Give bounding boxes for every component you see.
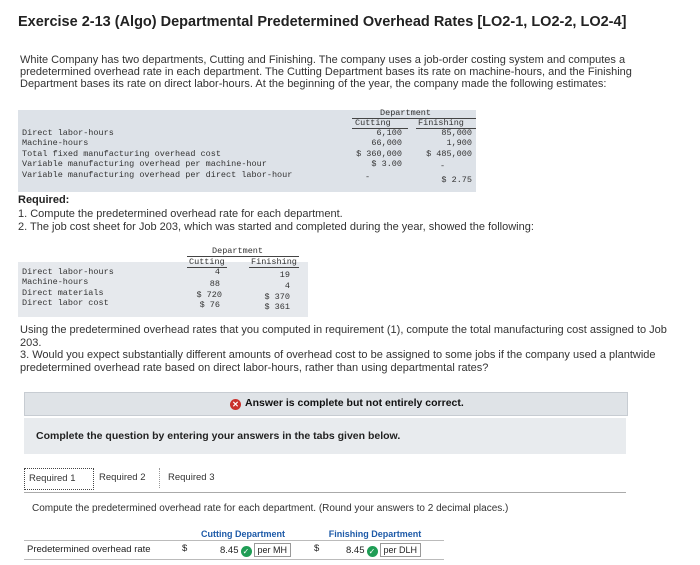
- t1-row-label: Variable manufacturing overhead per direct labor-hour: [22, 170, 293, 180]
- paragraph-question-3: 3. Would you expect substantially different amounts of overhead cost to be assigned to some jobs if the company used a plantwide predetermined overhead rate based on direct labor-hours, rather than using departmental rates?: [20, 349, 656, 374]
- cutting-unit: per MH: [254, 543, 292, 557]
- banner-text: Answer is complete but not entirely correct.: [245, 397, 464, 409]
- t1-cell: $ 2.75: [441, 175, 472, 185]
- t2-col-cutting: Cutting: [189, 257, 225, 267]
- t2-cell: 88: [209, 279, 220, 289]
- t1-row-label: Total fixed manufacturing overhead cost: [22, 149, 221, 159]
- incorrect-x-icon: ✕: [230, 399, 241, 410]
- required-item-2: 2. The job cost sheet for Job 203, which was started and completed during the year, showed the following:: [18, 221, 534, 233]
- t1-row-label: Machine-hours: [22, 138, 89, 148]
- instruction-text: Complete the question by entering your answers in the tabs given below.: [36, 430, 401, 442]
- finishing-unit: per DLH: [380, 543, 422, 557]
- compute-instruction: Compute the predetermined overhead rate for each department. (Round your answers to 2 decimal places.): [32, 503, 509, 514]
- finishing-rate-input[interactable]: [346, 543, 421, 557]
- answer-status-banner: [24, 392, 628, 416]
- t1-row-label: Direct labor-hours: [22, 128, 114, 138]
- t1-cell: $ 3.00: [371, 159, 402, 169]
- cutting-rate-input[interactable]: [220, 543, 291, 557]
- t2-cell: 4: [284, 281, 290, 291]
- t1-col-finishing: Finishing: [418, 118, 464, 128]
- t1-cell: 1,900: [446, 138, 472, 148]
- currency-symbol: $: [182, 543, 188, 554]
- required-item-1: 1. Compute the predetermined overhead rate for each department.: [18, 208, 343, 220]
- t2-row-label: Machine-hours: [22, 277, 89, 287]
- t2-cell: 4: [214, 267, 220, 277]
- answer-row-label: Predetermined overhead rate: [27, 544, 151, 555]
- t1-row-label: Variable manufacturing overhead per machine-hour: [22, 159, 267, 169]
- cutting-rate-value: 8.45: [220, 545, 239, 556]
- page-title: Exercise 2-13 (Algo) Departmental Predetermined Overhead Rates [LO2-1, LO2-2, LO2-4]: [18, 14, 627, 30]
- t2-row-label: Direct labor-hours: [22, 267, 114, 277]
- finishing-rate-value: 8.45: [346, 545, 365, 556]
- t1-col-cutting: Cutting: [355, 118, 391, 128]
- t2-row-label: Direct materials: [22, 288, 104, 298]
- currency-symbol: $: [314, 543, 320, 554]
- t2-col-finishing: Finishing: [251, 257, 297, 267]
- t1-cell: -: [365, 172, 371, 182]
- t1-cell: 85,000: [441, 128, 472, 138]
- correct-check-icon: ✓: [241, 546, 252, 557]
- t2-cell: $ 720: [196, 290, 222, 300]
- intro-text: White Company has two departments, Cutting and Finishing. The company uses a job-order costing system and computes a predetermined overhead rate in each department. The Cutting Department bases its rate on machine-hours, and the Finishing Department bases its rate on direct labor-hours. At the beginning of the year, the company made the following estimates:: [20, 54, 632, 90]
- correct-check-icon: ✓: [367, 546, 378, 557]
- answer-col-finishing: Finishing Department: [328, 529, 422, 539]
- t2-group-header: Department: [212, 246, 264, 256]
- answer-row: [24, 540, 444, 560]
- t1-cell: 66,000: [371, 138, 402, 148]
- t1-cell: -: [440, 161, 446, 171]
- t2-cell: $ 370: [264, 292, 290, 302]
- t1-cell: $ 485,000: [426, 149, 472, 159]
- tab-required-3[interactable]: Required 3: [168, 472, 215, 483]
- t2-cell: 19: [279, 270, 290, 280]
- tab-required-2[interactable]: Required 2: [95, 468, 160, 488]
- tab-required-1[interactable]: Required 1: [24, 468, 94, 490]
- t1-cell: 6,100: [376, 128, 402, 138]
- instruction-box: [24, 418, 626, 454]
- t1-cell: $ 360,000: [356, 149, 402, 159]
- required-heading: Required:: [18, 194, 70, 206]
- paragraph-job-203: Using the predetermined overhead rates that you computed in requirement (1), compute the total manufacturing cost assigned to Job 203.: [20, 324, 667, 349]
- t2-cell: $ 76: [199, 300, 220, 310]
- t1-group-header: Department: [380, 108, 432, 118]
- t2-row-label: Direct labor cost: [22, 298, 109, 308]
- answer-col-cutting: Cutting Department: [201, 529, 285, 539]
- t2-cell: $ 361: [264, 302, 290, 312]
